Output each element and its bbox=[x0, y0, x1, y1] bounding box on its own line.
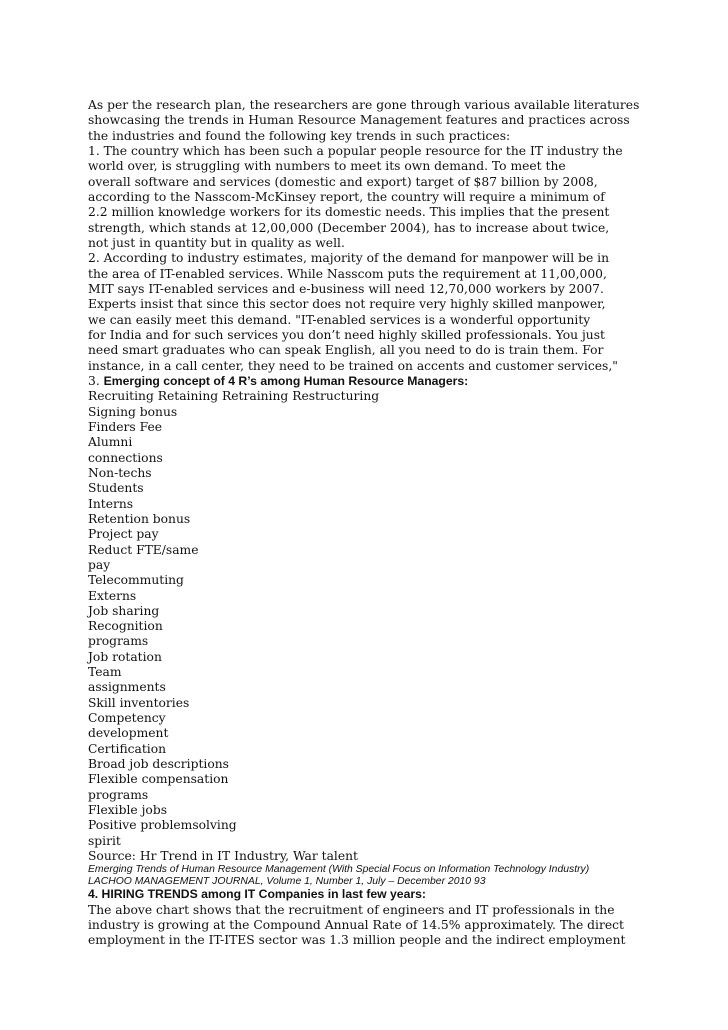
footer-article-title: Emerging Trends of Human Resource Management (With Special Focus on Information Technology Industry) bbox=[88, 864, 590, 876]
list-item: Interns bbox=[88, 496, 134, 511]
list-item: Retention bonus bbox=[88, 511, 191, 526]
list-item: Team bbox=[88, 665, 122, 680]
list-item: Signing bonus bbox=[88, 404, 178, 419]
text-line: according to the Nasscom-McKinsey report, the country will require a minimum of bbox=[88, 189, 605, 204]
list-item: Externs bbox=[88, 588, 137, 603]
point-2-paragraph bbox=[88, 251, 688, 374]
text-line: need smart graduates who can speak English, all you need to do is train them. For bbox=[88, 343, 604, 358]
list-item: Certification bbox=[88, 741, 167, 756]
list-item: programs bbox=[88, 787, 149, 802]
text-line: industry is growing at the Compound Annual Rate of 14.5% approximately. The direct bbox=[88, 918, 624, 933]
point-4-paragraph bbox=[88, 903, 688, 949]
point-3-heading bbox=[88, 374, 688, 389]
text-line: showcasing the trends in Human Resource Management features and practices across bbox=[88, 113, 630, 128]
point-3-number: 3. bbox=[88, 373, 100, 388]
point-3-title: Emerging concept of 4 R’s among Human Resource Managers: bbox=[103, 373, 469, 388]
list-item: Project pay bbox=[88, 527, 159, 542]
list-item: Recruiting Retaining Retraining Restructuring bbox=[88, 389, 380, 404]
text-line: the area of IT-enabled services. While Nasscom puts the requirement at 11,00,000, bbox=[88, 266, 607, 281]
text-line: we can easily meet this demand. "IT-enabled services is a wonderful opportunity bbox=[88, 312, 591, 327]
list-item: Non-techs bbox=[88, 465, 152, 480]
list-item: Recognition bbox=[88, 619, 163, 634]
list-item: development bbox=[88, 726, 169, 741]
text-line: MIT says IT-enabled services and e-business will need 12,70,000 workers by 2007. bbox=[88, 281, 604, 296]
list-item: Students bbox=[88, 481, 144, 496]
list-item: Job rotation bbox=[88, 649, 162, 664]
footer-journal-info: LACHOO MANAGEMENT JOURNAL, Volume 1, Number 1, July – December 2010 93 bbox=[88, 875, 486, 887]
list-item: Flexible jobs bbox=[88, 803, 167, 818]
text-line: instance, in a call center, they need to be trained on accents and customer services," bbox=[88, 358, 618, 373]
list-item: pay bbox=[88, 557, 111, 572]
text-line: The above chart shows that the recruitment of engineers and IT professionals in the bbox=[88, 902, 615, 917]
page-footer bbox=[88, 864, 688, 887]
list-item: Competency bbox=[88, 711, 166, 726]
source-citation: Source: Hr Trend in IT Industry, War talent bbox=[88, 849, 359, 864]
list-item: Job sharing bbox=[88, 603, 160, 618]
text-line: strength, which stands at 12,00,000 (December 2004), has to increase about twice, bbox=[88, 220, 610, 235]
text-line: 1. The country which has been such a popular people resource for the IT industry the bbox=[88, 143, 623, 158]
list-item: Reduct FTE/same bbox=[88, 542, 199, 557]
text-line: not just in quantity but in quality as well. bbox=[88, 235, 345, 250]
list-item: Skill inventories bbox=[88, 695, 190, 710]
document-page bbox=[88, 98, 688, 949]
text-line: As per the research plan, the researchers are gone through various available literatures bbox=[88, 98, 640, 112]
text-line: world over, is struggling with numbers to meet its own demand. To meet the bbox=[88, 159, 566, 174]
text-line: overall software and services (domestic and export) target of $87 billion by 2008, bbox=[88, 174, 598, 189]
text-line: Experts insist that since this sector does not require very highly skilled manpower, bbox=[88, 297, 606, 312]
list-item: connections bbox=[88, 450, 163, 465]
point-4-heading: 4. HIRING TRENDS among IT Companies in last few years: bbox=[88, 887, 426, 902]
list-item: spirit bbox=[88, 833, 121, 848]
list-item: Flexible compensation bbox=[88, 772, 229, 787]
text-line: 2. According to industry estimates, majority of the demand for manpower will be in bbox=[88, 251, 609, 266]
text-line: 2.2 million knowledge workers for its domestic needs. This implies that the present bbox=[88, 205, 610, 220]
intro-paragraph bbox=[88, 98, 688, 144]
text-line: employment in the IT-ITES sector was 1.3 million people and the indirect employment bbox=[88, 933, 626, 948]
list-item: Positive problemsolving bbox=[88, 818, 237, 833]
list-item: assignments bbox=[88, 680, 166, 695]
list-item: Telecommuting bbox=[88, 573, 184, 588]
list-item: Broad job descriptions bbox=[88, 757, 229, 772]
list-item: Alumni bbox=[88, 435, 133, 450]
list-item: programs bbox=[88, 634, 149, 649]
point-1-paragraph bbox=[88, 144, 688, 251]
four-rs-list bbox=[88, 389, 688, 864]
text-line: the industries and found the following key trends in such practices: bbox=[88, 128, 511, 143]
list-item: Finders Fee bbox=[88, 419, 163, 434]
text-line: for India and for such services you don’t need highly skilled professionals. You just bbox=[88, 327, 605, 342]
